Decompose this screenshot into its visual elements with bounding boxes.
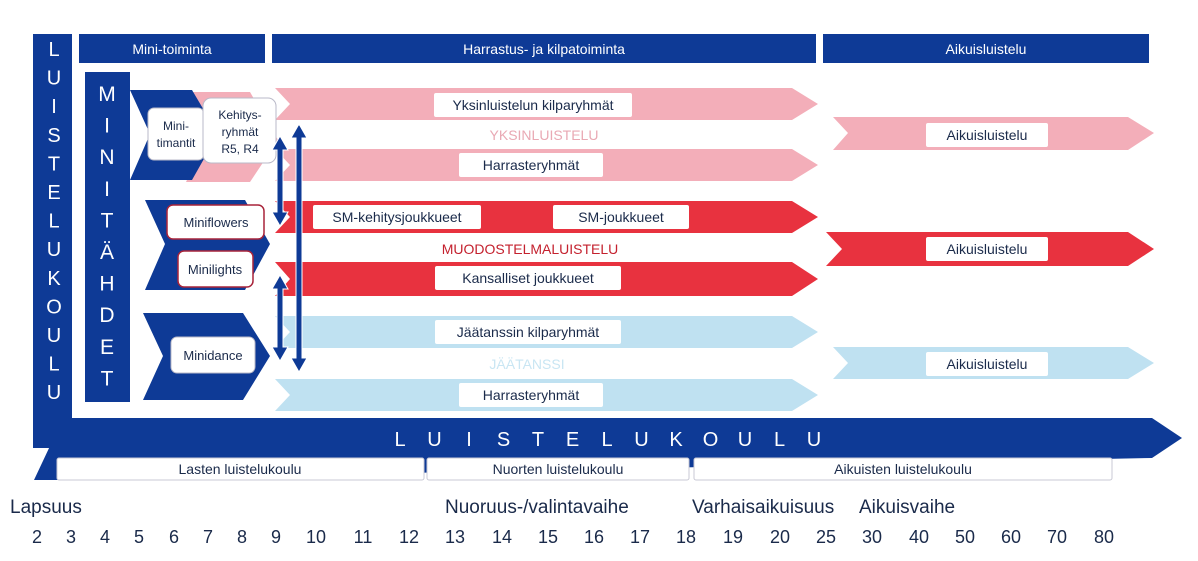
sm-kehitys-label: SM-kehitysjoukkueet bbox=[332, 209, 462, 225]
jaatanssi-band-label: JÄÄTANSSI bbox=[489, 356, 565, 372]
minitahdet-letter: Ä bbox=[99, 241, 115, 264]
age-tick-label: 7 bbox=[202, 527, 214, 547]
minitahdet-letter: E bbox=[99, 335, 115, 359]
muodostelma-band-label: MUODOSTELMALUISTELU bbox=[441, 241, 619, 257]
age-tick-label: 10 bbox=[305, 527, 327, 547]
left-title-letter: O bbox=[46, 296, 62, 319]
phase-aikuisvaihe: Aikuisvaihe bbox=[859, 497, 956, 518]
kehitysryhmat-line1: Kehitys- bbox=[218, 108, 262, 122]
minitahdet-letter: N bbox=[99, 146, 115, 170]
minitahdet-letter: M bbox=[98, 83, 116, 106]
age-tick-label: 18 bbox=[675, 527, 697, 547]
left-title-letter: U bbox=[46, 325, 62, 347]
kehitysryhmat-line2: ryhmät bbox=[221, 125, 259, 139]
bottom-title-letter: O bbox=[702, 429, 719, 451]
minitimantit-box bbox=[148, 108, 204, 160]
left-title-letter: E bbox=[47, 182, 61, 204]
age-tick-label: 2 bbox=[31, 527, 43, 547]
minitahdet-letter: H bbox=[99, 272, 115, 296]
sm-label: SM-joukkueet bbox=[578, 209, 664, 225]
left-title-letter: U bbox=[46, 382, 62, 405]
left-title-letter: I bbox=[51, 96, 57, 119]
nuorten-label: Nuorten luistelukoulu bbox=[492, 461, 624, 477]
bottom-title-letter: L bbox=[773, 429, 786, 451]
left-title-letter: S bbox=[47, 124, 61, 147]
age-tick-label: 15 bbox=[537, 527, 559, 547]
minilights-label: Minilights bbox=[187, 262, 243, 277]
minitimantit-line2: timantit bbox=[156, 136, 196, 150]
age-tick-label: 19 bbox=[722, 527, 744, 547]
age-axis bbox=[32, 527, 1114, 547]
age-tick-label: 12 bbox=[398, 527, 420, 547]
age-tick-label: 16 bbox=[583, 527, 605, 547]
age-tick-label: 6 bbox=[168, 527, 180, 547]
muodostelma-aikuis-label: Aikuisluistelu bbox=[946, 241, 1028, 257]
phase-nuoruus: Nuoruus-/valintavaihe bbox=[445, 497, 629, 518]
header-harrastus: Harrastus- ja kilpatoiminta bbox=[463, 41, 625, 57]
age-tick-label: 17 bbox=[629, 527, 651, 547]
jaatanssi-harraste-label: Harrasteryhmät bbox=[482, 387, 580, 403]
luistelukoulu-frame-fill bbox=[33, 418, 73, 448]
yksin-kilpa-label: Yksinluistelun kilparyhmät bbox=[452, 97, 614, 113]
age-tick-label: 3 bbox=[65, 527, 77, 547]
age-tick-label: 9 bbox=[270, 527, 282, 547]
header-aikuis: Aikuisluistelu bbox=[945, 41, 1027, 57]
age-tick-label: 30 bbox=[861, 527, 883, 547]
minitahdet-letter: I bbox=[104, 177, 110, 201]
left-title-letter: L bbox=[48, 353, 60, 376]
phase-lapsuus: Lapsuus bbox=[10, 497, 82, 518]
left-title-letter: U bbox=[46, 67, 62, 90]
minitahdet-letter: D bbox=[99, 304, 115, 328]
left-title-letter: U bbox=[46, 239, 62, 262]
bottom-title-letter: U bbox=[427, 429, 442, 451]
kansalliset-label: Kansalliset joukkueet bbox=[462, 270, 594, 286]
age-tick-label: 50 bbox=[954, 527, 976, 547]
left-title-letter: L bbox=[48, 39, 60, 61]
kehitysryhmat-line3: R5, R4 bbox=[221, 142, 259, 156]
age-tick-label: 80 bbox=[1093, 527, 1115, 547]
jaatanssi-kilpa-label: Jäätanssin kilparyhmät bbox=[456, 324, 600, 340]
age-tick-label: 4 bbox=[99, 527, 111, 547]
miniflowers-label: Miniflowers bbox=[183, 215, 249, 230]
age-tick-label: 5 bbox=[133, 527, 145, 547]
minitahdet-letter: T bbox=[100, 367, 114, 391]
phase-varhais: Varhaisaikuisuus bbox=[692, 497, 835, 518]
jaatanssi-aikuis-label: Aikuisluistelu bbox=[946, 356, 1028, 372]
bottom-title-letter: S bbox=[496, 429, 511, 451]
age-tick-label: 8 bbox=[236, 527, 248, 547]
left-title-letter: K bbox=[47, 267, 61, 290]
bottom-title-letter: E bbox=[565, 429, 580, 451]
bottom-title-letter: L bbox=[601, 429, 613, 451]
age-tick-label: 60 bbox=[1000, 527, 1022, 547]
aikuisten-label: Aikuisten luistelukoulu bbox=[834, 461, 972, 477]
age-tick-label: 25 bbox=[815, 527, 837, 547]
left-title-letter: T bbox=[47, 153, 61, 176]
age-tick-label: 40 bbox=[908, 527, 930, 547]
yksin-aikuis-label: Aikuisluistelu bbox=[946, 127, 1028, 143]
bottom-title-letter: U bbox=[806, 429, 822, 451]
bottom-title-letter: T bbox=[531, 429, 545, 451]
lasten-label: Lasten luistelukoulu bbox=[178, 461, 302, 477]
age-tick-label: 11 bbox=[353, 527, 373, 547]
left-title-letter: L bbox=[48, 210, 60, 233]
header-mini: Mini-toiminta bbox=[132, 41, 212, 57]
bottom-title-letter: K bbox=[669, 429, 683, 451]
age-tick-label: 20 bbox=[769, 527, 791, 547]
age-tick-label: 14 bbox=[491, 527, 513, 547]
minitahdet-letter: T bbox=[100, 209, 114, 233]
minitahdet-letter: I bbox=[104, 114, 110, 138]
age-tick-label: 70 bbox=[1046, 527, 1068, 547]
age-tick-label: 13 bbox=[444, 527, 466, 547]
minidance-label: Minidance bbox=[183, 348, 243, 363]
yksin-band-label: YKSINLUISTELU bbox=[489, 127, 599, 143]
bottom-title-letter: U bbox=[634, 429, 649, 451]
bottom-title-letter: I bbox=[466, 429, 472, 451]
bottom-title-letter: U bbox=[737, 429, 753, 451]
minitimantit-line1: Mini- bbox=[163, 119, 189, 133]
bottom-title-letter: L bbox=[394, 429, 406, 451]
yksin-harraste-label: Harrasteryhmät bbox=[482, 157, 580, 173]
